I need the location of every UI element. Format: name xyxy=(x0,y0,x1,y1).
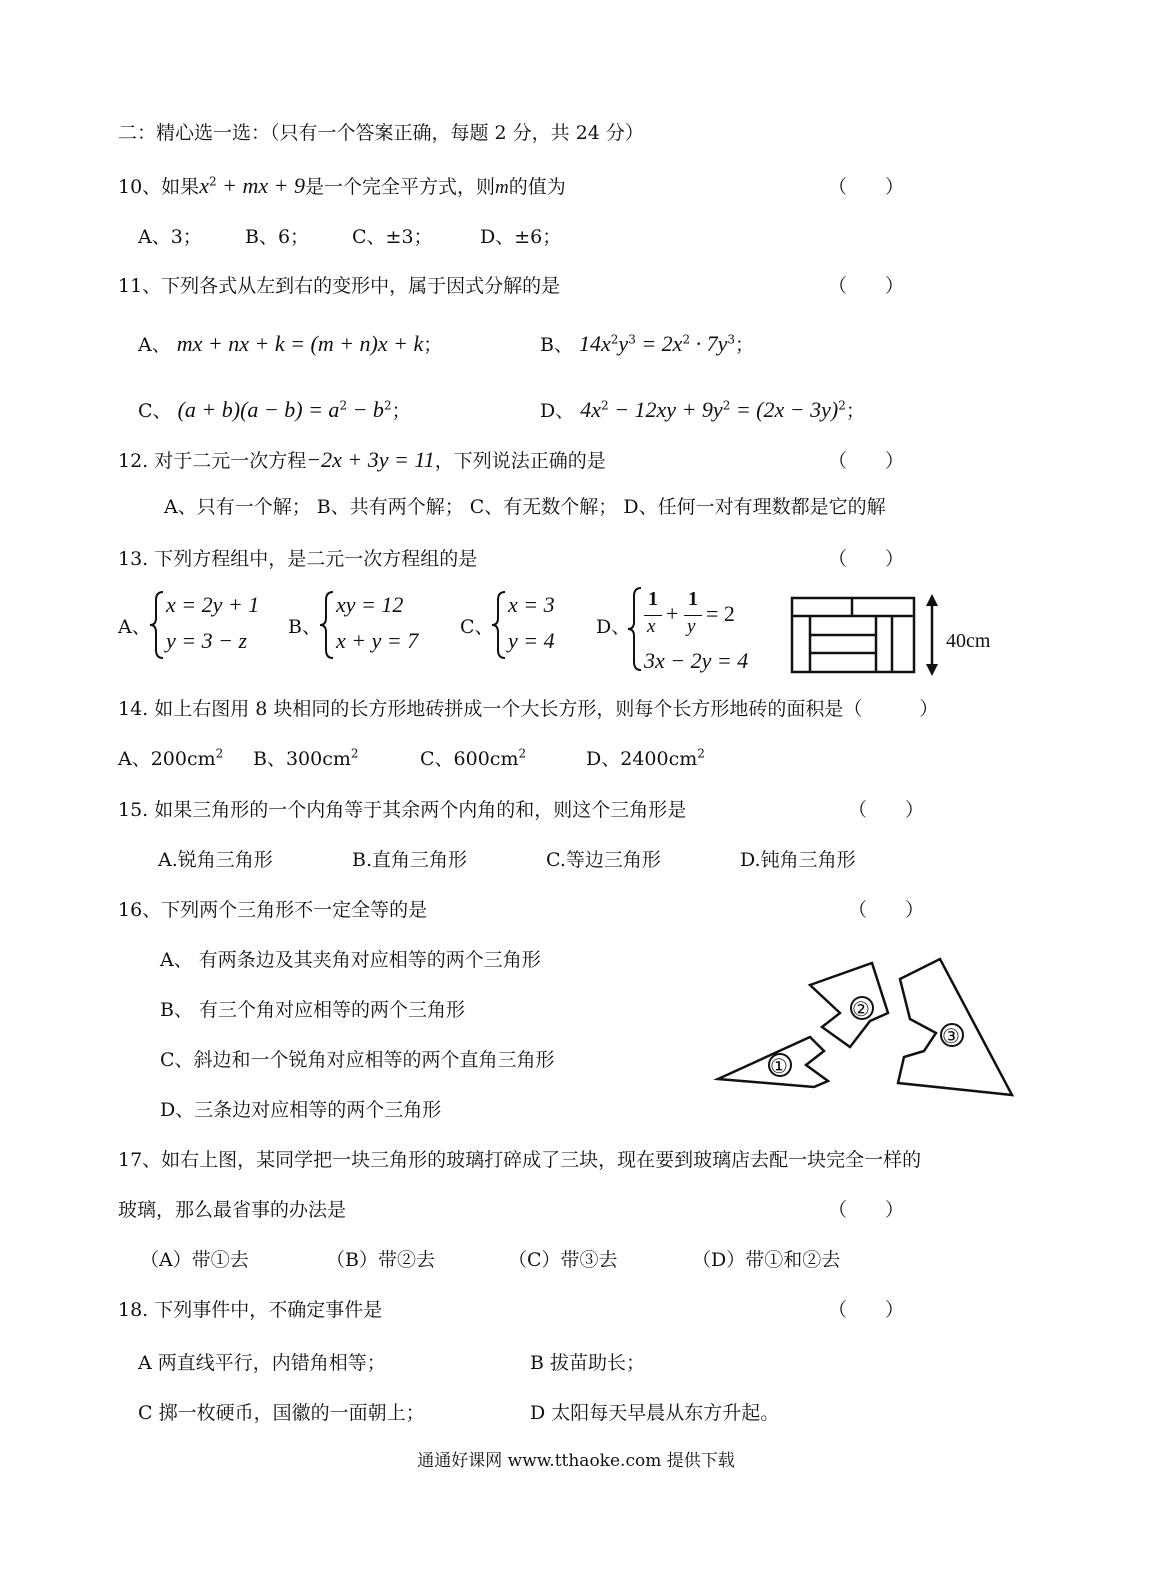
q13-c-eq2: y = 4 xyxy=(508,628,555,653)
broken-glass-figure xyxy=(710,955,1030,1105)
q15-option-d[interactable]: D.钝角三角形 xyxy=(740,849,856,871)
q11-b-1: 14x xyxy=(579,331,611,356)
q13-label-d[interactable]: D、 xyxy=(596,616,631,638)
q12-answer-paren[interactable]: （ ） xyxy=(828,450,905,472)
q14-option-a[interactable] xyxy=(118,744,223,771)
glass-label-3: ③ xyxy=(942,1026,960,1048)
q13-answer-paren[interactable]: （ ） xyxy=(828,548,905,570)
q13-b-brace xyxy=(318,590,336,660)
q11-c-exp1: 2 xyxy=(339,398,348,413)
q11-option-c[interactable] xyxy=(138,396,411,423)
q13-d-eq2: 3x − 2y = 4 xyxy=(644,648,749,673)
question-16: 16、下列两个三角形不一定全等的是 xyxy=(118,899,428,921)
q11-expr-a: mx + nx + k = (m + n)x + k xyxy=(176,331,424,356)
q18-option-b[interactable]: B 拔苗助长； xyxy=(530,1352,646,1374)
q13-d-num1: 1 xyxy=(648,588,658,610)
q17-option-d[interactable]: （D）带①和②去 xyxy=(692,1249,841,1271)
q14-option-a-text: A、200cm xyxy=(118,748,216,770)
q14-option-a-exp: 2 xyxy=(215,746,224,761)
q11-b-exp2: 3 xyxy=(628,332,636,347)
glass-label-2: ② xyxy=(852,999,870,1021)
q11-d-3: = (2x − 3y) xyxy=(730,397,839,422)
q10-answer-paren[interactable]: （ ） xyxy=(828,176,905,198)
q10-option-d[interactable]: D、±6； xyxy=(480,226,562,248)
q13-d-eq-rhs: = 2 xyxy=(706,601,735,626)
tiles-arrow-down xyxy=(926,664,938,676)
q11-label-a: A、 xyxy=(138,334,171,356)
q10-option-a[interactable]: A、3； xyxy=(138,226,202,248)
q12-text-2: ，下列说法正确的是 xyxy=(434,450,606,472)
q13-c-brace xyxy=(490,590,508,660)
q11-semi-b: ； xyxy=(735,334,755,356)
q14-option-b-text: B、300cm xyxy=(253,748,351,770)
section-title: 二：精心选一选：（只有一个答案正确，每题 2 分，共 24 分） xyxy=(118,122,644,144)
q10-var: m xyxy=(494,177,509,198)
q12-equation: −2x + 3y = 11 xyxy=(306,447,435,472)
q14-option-d[interactable] xyxy=(586,744,705,771)
q16-option-d[interactable]: D、三条边对应相等的两个三角形 xyxy=(160,1099,442,1121)
q15-answer-paren[interactable]: （ ） xyxy=(848,799,925,821)
q14-option-b-exp: 2 xyxy=(350,746,359,761)
q10-exp: 2 xyxy=(208,174,217,189)
q10-option-b[interactable]: B、6； xyxy=(245,226,310,248)
q11-b-exp4: 3 xyxy=(727,332,735,347)
q18-option-a[interactable]: A 两直线平行，内错角相等； xyxy=(138,1352,386,1374)
q11-label-c: C、 xyxy=(138,400,172,422)
tiles-arrow-up xyxy=(926,594,938,606)
q13-a-eq2: y = 3 − z xyxy=(166,628,248,653)
q13-d-plus: + xyxy=(666,601,679,626)
q17-option-b[interactable]: （B）带②去 xyxy=(326,1249,435,1271)
q11-option-b[interactable] xyxy=(540,330,754,357)
question-15: 15. 如果三角形的一个内角等于其余两个内角的和，则这个三角形是 xyxy=(118,799,687,821)
q11-b-exp1: 2 xyxy=(610,332,619,347)
q16-option-b[interactable]: B、 有三个角对应相等的两个三角形 xyxy=(160,999,466,1021)
q10-prefix: 10、如果 xyxy=(118,176,200,198)
glass-piece-2 xyxy=(810,963,888,1047)
q13-d-num2: 1 xyxy=(688,588,698,610)
q11-label-d: D、 xyxy=(540,400,575,422)
question-17-line-2: 玻璃，那么最省事的办法是 xyxy=(118,1199,347,1221)
q16-option-a[interactable]: A、 有两条边及其夹角对应相等的两个三角形 xyxy=(160,949,541,971)
q10-end: 的值为 xyxy=(508,176,566,198)
q11-semi-c: ； xyxy=(391,400,411,422)
q16-answer-paren[interactable]: （ ） xyxy=(848,899,925,921)
q18-option-c[interactable]: C 掷一枚硬币，国徽的一面朝上； xyxy=(138,1402,425,1424)
q13-d-brace xyxy=(626,586,644,672)
q11-d-exp1: 2 xyxy=(601,398,609,413)
tiles-figure xyxy=(786,592,1016,678)
q11-option-a[interactable] xyxy=(138,330,442,357)
q11-d-exp2: 2 xyxy=(722,398,731,413)
q11-semi-d: ； xyxy=(845,400,865,422)
q11-answer-paren[interactable]: （ ） xyxy=(828,275,905,297)
q11-b-4: · 7y xyxy=(690,331,728,356)
q16-option-c[interactable]: C、斜边和一个锐角对应相等的两个直角三角形 xyxy=(160,1049,555,1071)
q14-option-d-exp: 2 xyxy=(697,746,705,761)
q10-text: 是一个完全平方式，则 xyxy=(304,176,495,198)
question-10 xyxy=(118,172,566,199)
q14-option-d-text: D、2400cm xyxy=(586,748,698,770)
q11-d-2: − 12xy + 9y xyxy=(608,397,723,422)
q11-c-2: − b xyxy=(347,397,384,422)
q14-option-b[interactable] xyxy=(253,744,359,771)
q15-option-c[interactable]: C.等边三角形 xyxy=(546,849,661,871)
q13-b-eq2: x + y = 7 xyxy=(336,628,419,653)
page-footer: 通通好课网 www.tthaoke.com 提供下载 xyxy=(417,1451,735,1471)
glass-label-1: ① xyxy=(770,1056,788,1078)
q11-b-3: = 2x xyxy=(635,331,683,356)
question-14: 14. 如上右图用 8 块相同的长方形地砖拼成一个大长方形，则每个长方形地砖的面积是（ ） xyxy=(118,698,939,720)
q11-c-1: (a + b)(a − b) = a xyxy=(177,397,340,422)
q13-b-eq1: xy = 12 xyxy=(336,592,404,617)
q17-option-a[interactable]: （A）带①去 xyxy=(140,1249,249,1271)
q11-label-b: B、 xyxy=(540,334,573,356)
q11-b-exp3: 2 xyxy=(682,332,691,347)
q13-d-den-y: y xyxy=(687,616,696,637)
q11-b-2: y xyxy=(618,331,629,356)
q15-option-a[interactable]: A.锐角三角形 xyxy=(158,849,273,871)
q18-answer-paren[interactable]: （ ） xyxy=(828,1299,905,1321)
question-13: 13. 下列方程组中，是二元一次方程组的是 xyxy=(118,548,478,570)
q14-option-c[interactable] xyxy=(420,744,526,771)
q13-label-b[interactable]: B、 xyxy=(288,616,321,638)
q15-option-b[interactable]: B.直角三角形 xyxy=(352,849,468,871)
q11-d-1: 4x xyxy=(580,397,602,422)
q13-a-brace xyxy=(148,590,166,660)
q13-label-c[interactable]: C、 xyxy=(460,616,494,638)
q12-options[interactable]: A、只有一个解； B、共有两个解； C、有无数个解； D、任何一对有理数都是它的解 xyxy=(164,496,886,518)
question-12 xyxy=(118,446,606,473)
q17-answer-paren[interactable]: （ ） xyxy=(828,1199,905,1221)
q17-option-c[interactable]: （C）带③去 xyxy=(508,1249,618,1271)
q11-c-exp2: 2 xyxy=(383,398,392,413)
question-17-line-1: 17、如右上图，某同学把一块三角形的玻璃打碎成了三块，现在要到玻璃店去配一块完全一样的 xyxy=(118,1149,922,1171)
q11-semi-a: ； xyxy=(423,334,443,356)
q11-option-d[interactable] xyxy=(540,396,865,423)
q14-option-c-text: C、600cm xyxy=(420,748,519,770)
q13-a-eq1: x = 2y + 1 xyxy=(166,592,260,617)
q14-option-c-exp: 2 xyxy=(518,746,527,761)
q12-text-1: 12. 对于二元一次方程 xyxy=(118,450,307,472)
q13-c-eq1: x = 3 xyxy=(508,592,555,617)
q10-option-c[interactable]: C、±3； xyxy=(352,226,433,248)
q13-d-den-x: x xyxy=(647,616,656,637)
q10-expr-rest: + mx + 9 xyxy=(216,173,305,198)
q10-expr-x: x xyxy=(199,173,209,198)
question-11: 11、下列各式从左到右的变形中，属于因式分解的是 xyxy=(118,275,561,297)
question-18: 18. 下列事件中，不确定事件是 xyxy=(118,1299,383,1321)
tiles-label: 40cm xyxy=(946,630,991,652)
q13-label-a[interactable]: A、 xyxy=(118,616,151,638)
q11-d-exp3: 2 xyxy=(838,398,846,413)
q18-option-d[interactable]: D 太阳每天早晨从东方升起。 xyxy=(530,1402,780,1424)
